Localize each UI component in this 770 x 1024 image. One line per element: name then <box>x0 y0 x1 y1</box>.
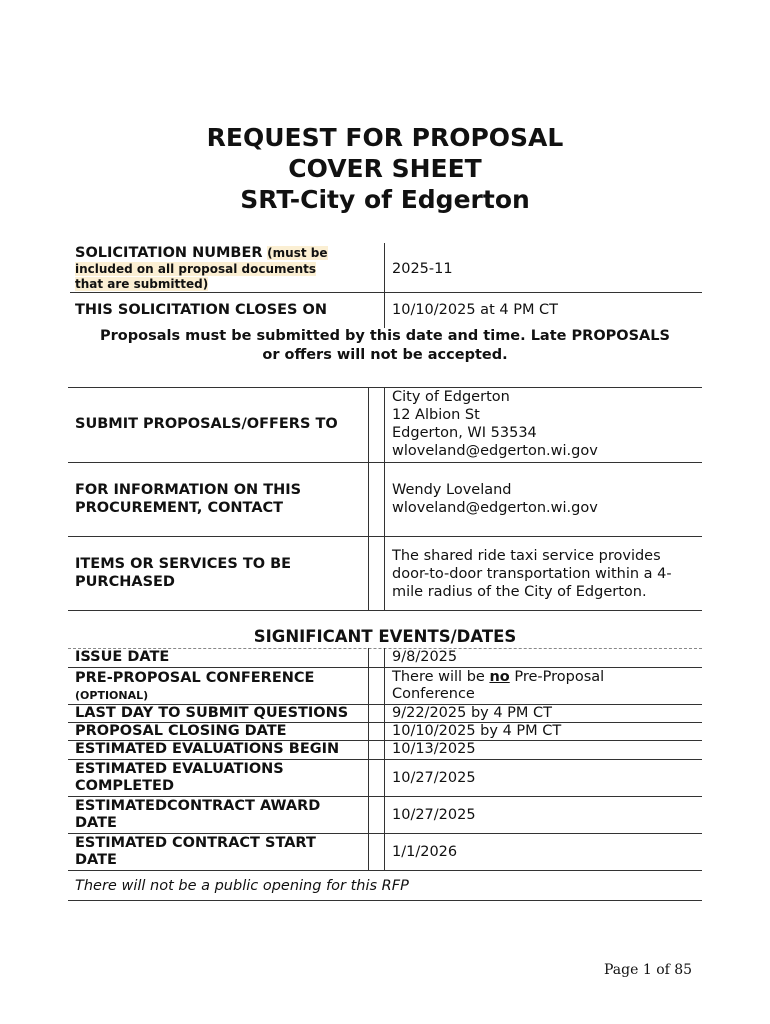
title-line-2: COVER SHEET <box>288 154 482 183</box>
pre-proposal-value-prefix: There will be <box>392 669 490 685</box>
pre-proposal-emphasis: no <box>489 669 510 685</box>
eval-begin-border <box>68 759 702 760</box>
submit-to-email[interactable]: wloveland@edgerton.wi.gov <box>392 443 598 459</box>
contact-divider-right <box>384 387 385 611</box>
contact-divider-left <box>368 387 369 611</box>
closes-value: 10/10/2025 at 4 PM CT <box>392 302 559 318</box>
items-label-line-2: PURCHASED <box>75 574 175 590</box>
events-heading: SIGNIFICANT EVENTS/DATES <box>253 627 517 646</box>
submit-to-address <box>392 388 598 460</box>
items-row-border <box>68 610 702 611</box>
solicitation-row-border <box>70 292 702 293</box>
eval-completed-label-line-1: ESTIMATED EVALUATIONS <box>75 761 284 777</box>
public-opening-note: There will not be a public opening for this RFP <box>75 878 409 894</box>
contact-name: Wendy Loveland <box>392 482 512 498</box>
submit-to-label: SUBMIT PROPOSALS/OFFERS TO <box>75 416 338 432</box>
pre-proposal-value <box>392 669 604 703</box>
eval-completed-value: 10/27/2025 <box>392 770 476 786</box>
solicitation-note-2: included on all proposal documents <box>75 262 317 276</box>
eval-begin-label: ESTIMATED EVALUATIONS BEGIN <box>75 741 340 757</box>
items-label-line-1: ITEMS OR SERVICES TO BE <box>75 556 292 572</box>
information-label-line-1: FOR INFORMATION ON THIS <box>75 482 302 498</box>
pre-proposal-value-line-2: Conference <box>392 686 475 702</box>
closing-date-label: PROPOSAL CLOSING DATE <box>75 723 287 739</box>
issue-date-value: 9/8/2025 <box>392 649 458 665</box>
items-label <box>75 555 291 591</box>
submit-to-line-3: Edgerton, WI 53534 <box>392 425 537 441</box>
pre-proposal-value-suffix: Pre-Proposal <box>509 669 605 685</box>
items-line-2: door-to-door transportation within a 4- <box>392 566 672 582</box>
last-questions-label: LAST DAY TO SUBMIT QUESTIONS <box>75 705 349 721</box>
eval-begin-value: 10/13/2025 <box>392 741 476 757</box>
contract-start-label-line-1: ESTIMATED CONTRACT START <box>75 835 316 851</box>
pre-proposal-optional: (OPTIONAL) <box>75 689 149 702</box>
issue-date-label: ISSUE DATE <box>75 649 170 665</box>
late-proposals-notice <box>70 327 700 365</box>
title-line-1: REQUEST FOR PROPOSAL <box>206 123 564 152</box>
solicitation-label-text: SOLICITATION NUMBER <box>75 245 263 261</box>
contract-award-value: 10/27/2025 <box>392 807 476 823</box>
contract-start-value: 1/1/2026 <box>392 844 458 860</box>
contract-award-border <box>68 833 702 834</box>
contract-award-label-line-1: ESTIMATEDCONTRACT AWARD <box>75 798 321 814</box>
items-description <box>392 547 672 601</box>
items-line-3: mile radius of the City of Edgerton. <box>392 584 647 600</box>
information-contact <box>392 481 598 517</box>
events-bottom-border <box>68 900 702 901</box>
closes-label: THIS SOLICITATION CLOSES ON <box>75 302 328 318</box>
contract-award-label <box>75 798 320 832</box>
eval-completed-label <box>75 761 284 795</box>
last-questions-value: 9/22/2025 by 4 PM CT <box>392 705 553 721</box>
contract-start-border <box>68 870 702 871</box>
information-row-border <box>68 536 702 537</box>
notice-line-2: or offers will not be accepted. <box>262 347 508 363</box>
contract-award-label-line-2: DATE <box>75 815 117 831</box>
eval-completed-border <box>68 796 702 797</box>
solicitation-note <box>75 262 316 292</box>
solicitation-label <box>75 244 328 262</box>
pre-proposal-label: PRE-PROPOSAL CONFERENCE <box>75 670 315 686</box>
contact-table-top-border <box>68 387 702 388</box>
issue-date-border <box>68 667 702 668</box>
information-label <box>75 481 301 517</box>
contract-start-label <box>75 835 316 869</box>
page-number: Page 1 of 85 <box>604 962 693 978</box>
notice-line-1: Proposals must be submitted by this date and time. Late PROPOSALS <box>100 328 670 344</box>
contact-email[interactable]: wloveland@edgerton.wi.gov <box>392 500 598 516</box>
document-title <box>0 122 770 215</box>
information-label-line-2: PROCUREMENT, CONTACT <box>75 500 284 516</box>
contract-start-label-line-2: DATE <box>75 852 117 868</box>
solicitation-number-value: 2025-11 <box>392 261 453 277</box>
submit-to-line-1: City of Edgerton <box>392 389 510 405</box>
title-line-3: SRT-City of Edgerton <box>240 185 530 214</box>
solicitation-note-1: (must be <box>267 246 328 260</box>
eval-completed-label-line-2: COMPLETED <box>75 778 175 794</box>
submit-to-line-2: 12 Albion St <box>392 407 480 423</box>
items-line-1: The shared ride taxi service provides <box>392 548 661 564</box>
closing-date-value: 10/10/2025 by 4 PM CT <box>392 723 562 739</box>
solicitation-note-3: that are submitted) <box>75 277 209 291</box>
top-table-divider <box>384 243 385 328</box>
submit-row-border <box>68 462 702 463</box>
